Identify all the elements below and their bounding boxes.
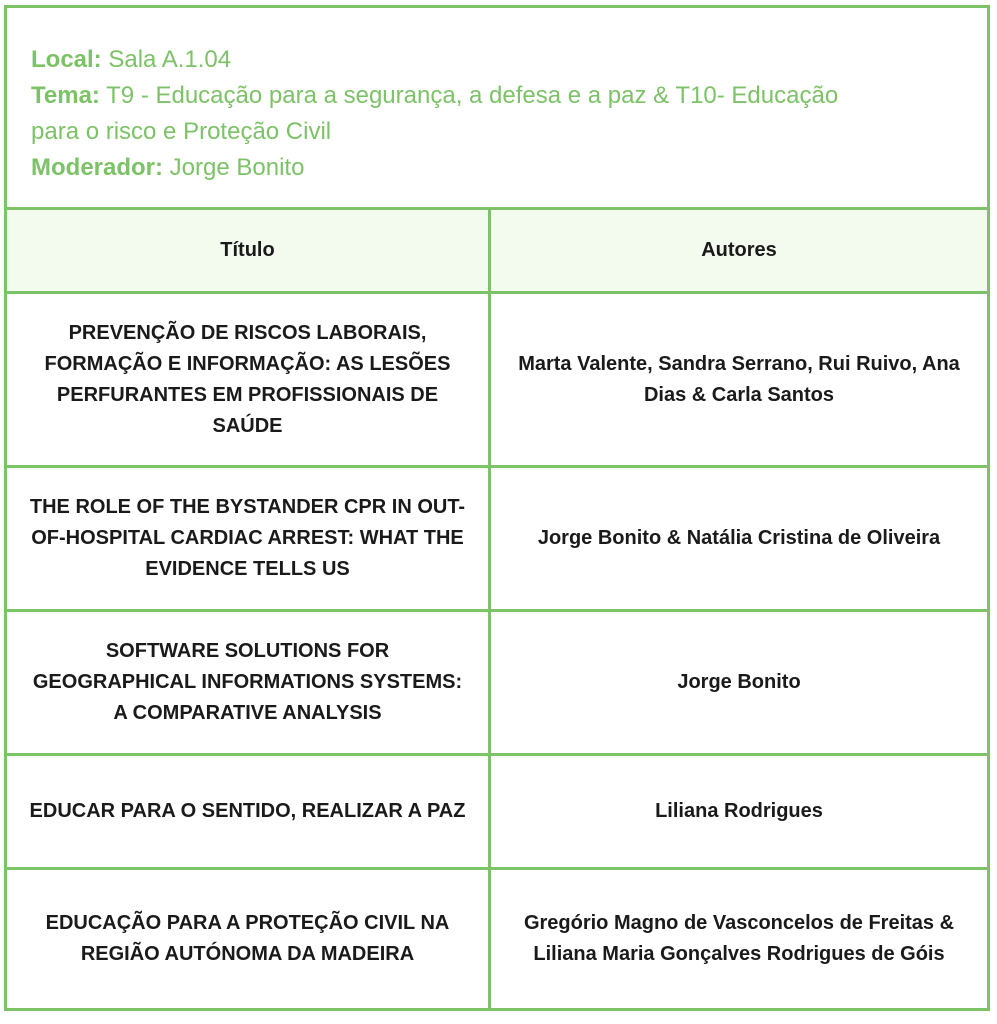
papers-table [7,210,987,1008]
paper-title: SOFTWARE SOLUTIONS FOR GEOGRAPHICAL INFORMATIONS SYSTEMS: A COMPARATIVE ANALYSIS [7,612,491,753]
paper-authors: Liliana Rodrigues [655,800,823,822]
moderador-value: Jorge Bonito [169,154,305,181]
paper-authors: Gregório Magno de Vasconcelos de Freitas & Liliana Maria Gonçalves Rodrigues de Góis [523,912,955,965]
paper-authors: Jorge Bonito [677,671,801,693]
header-title: Título [7,210,491,291]
local-value: Sala A.1.04 [108,46,232,73]
moderador-line [31,150,963,186]
header-authors: Autores [701,239,777,261]
local-label: Local: [31,46,102,73]
moderador-label: Moderador: [31,154,163,181]
paper-title: PREVENÇÃO DE RISCOS LABORAIS, FORMAÇÃO E INFORMAÇÃO: AS LESÕES PERFURANTES EM PROFISSIONAIS DE SAÚDE [7,294,491,465]
paper-title: EDUCAR PARA O SENTIDO, REALIZAR A PAZ [7,756,491,867]
table-row [7,756,987,870]
tema-line-2 [31,114,963,150]
table-row [7,870,987,1008]
table-row [7,468,987,612]
table-header-row [7,210,987,294]
session-info [7,8,987,210]
paper-authors: Jorge Bonito & Natália Cristina de Oliveira [537,527,941,549]
paper-authors: Marta Valente, Sandra Serrano, Rui Ruivo, Ana Dias & Carla Santos [518,352,960,406]
session-card [4,5,990,1011]
paper-title: THE ROLE OF THE BYSTANDER CPR IN OUT-OF-HOSPITAL CARDIAC ARREST: WHAT THE EVIDENCE TELLS US [7,468,491,609]
tema-label: Tema: [31,82,100,109]
table-row [7,612,987,756]
table-row [7,294,987,468]
tema-value-line1: T9 - Educação para a segurança, a defesa e a paz & T10- Educação [106,82,839,109]
local-line [31,42,963,78]
tema-value-line2: para o risco e Proteção Civil [31,118,332,145]
paper-title: EDUCAÇÃO PARA A PROTEÇÃO CIVIL NA REGIÃO AUTÓNOMA DA MADEIRA [7,870,491,1008]
tema-line [31,78,963,114]
